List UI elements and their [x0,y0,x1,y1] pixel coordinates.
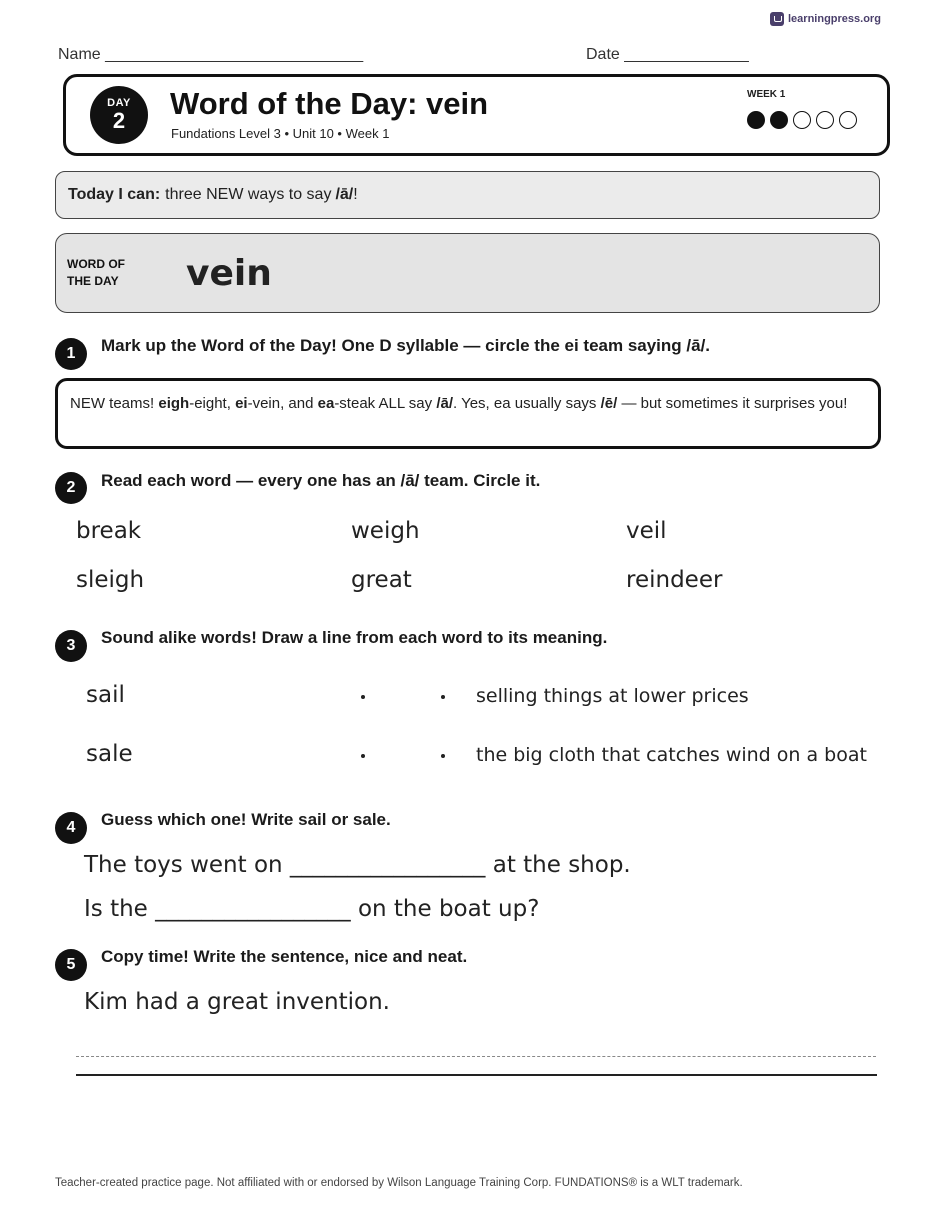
page-subtitle: Fundations Level 3 • Unit 10 • Week 1 [171,126,390,141]
word-of-day-label-line: THE DAY [67,274,119,288]
progress-dot [816,111,834,129]
question-prompt: Mark up the Word of the Day! One D syllable — circle the ei team saying /ā/. [101,336,711,355]
match-dot-right[interactable] [441,754,445,758]
question-prompt: Guess which one! Write sail or sale. [101,810,391,829]
match-dot-left[interactable] [361,754,365,758]
word-item[interactable]: weigh [351,518,420,544]
week-label: WEEK 1 [747,89,786,100]
progress-dot [793,111,811,129]
page-title: Word of the Day: vein [170,86,489,121]
date-field[interactable]: Date ______________ [586,46,749,63]
progress-dot [747,111,765,129]
tip-bold: eigh [158,395,190,412]
goal-sound: /ā/ [335,186,354,203]
name-field[interactable]: Name _____________________________ [58,46,364,63]
progress-dot [839,111,857,129]
tip-bold: ea [317,395,335,412]
tip-text: -eight, [189,395,236,412]
brand-name: learningpress.org [788,13,881,25]
writing-line[interactable] [76,1074,877,1076]
word-item[interactable]: great [351,567,412,593]
brand-logo [770,12,881,26]
writing-guide-dashed [76,1056,876,1057]
week-progress [747,111,857,129]
question-number: 2 [55,472,87,504]
tip-text: — but sometimes it surprises you! [617,395,848,412]
day-label: DAY [107,97,131,109]
question-number: 3 [55,630,87,662]
question-number: 1 [55,338,87,370]
tip-text: NEW teams! [70,395,159,412]
question-prompt: Read each word — every one has an /ā/ team. Circle it. [101,471,541,490]
tip-bold: ei [235,395,248,412]
fill-in-sentence[interactable]: Is the _________________ on the boat up? [84,896,540,922]
word-of-day: vein [186,253,272,294]
word-item[interactable]: veil [626,518,667,544]
word-of-day-label [67,256,157,290]
match-meaning: the big cloth that catches wind on a boat [476,744,867,766]
word-of-day-panel [55,233,880,313]
day-number: 2 [112,108,126,133]
tip-text: . Yes, ea usually says [453,395,601,412]
question-number: 4 [55,812,87,844]
goal-end: ! [353,186,358,203]
match-dot-right[interactable] [441,695,445,699]
goal-text: three NEW ways to say [165,186,332,203]
match-meaning: selling things at lower prices [476,685,749,707]
copy-sentence: Kim had a great invention. [84,989,390,1015]
tip-text: -steak ALL say [334,395,437,412]
match-dot-left[interactable] [361,695,365,699]
match-word: sale [86,741,133,767]
word-of-day-label-line: WORD OF [67,257,125,271]
question-prompt: Sound alike words! Draw a line from each word to its meaning. [101,628,608,647]
match-word: sail [86,682,125,708]
footer-disclaimer: Teacher-created practice page. Not affiliated with or endorsed by Wilson Language Training Corp. FUNDATIONS® is a WLT trademark. [55,1177,743,1189]
word-item[interactable]: break [76,518,142,544]
goal-label: Today I can: [68,186,161,203]
word-item[interactable]: reindeer [626,567,723,593]
fill-in-sentence[interactable]: The toys went on _________________ at the shop. [84,852,631,878]
tip-text: -vein, and [247,395,318,412]
day-badge [90,86,148,144]
graduation-cap-icon [770,12,784,26]
tip-box [55,378,881,449]
progress-dot [770,111,788,129]
learning-goal [55,171,880,219]
word-item[interactable]: sleigh [76,567,145,593]
question-number: 5 [55,949,87,981]
tip-bold: /ā/ [436,395,453,412]
tip-bold: /ē/ [600,395,618,412]
question-prompt: Copy time! Write the sentence, nice and neat. [101,947,468,966]
